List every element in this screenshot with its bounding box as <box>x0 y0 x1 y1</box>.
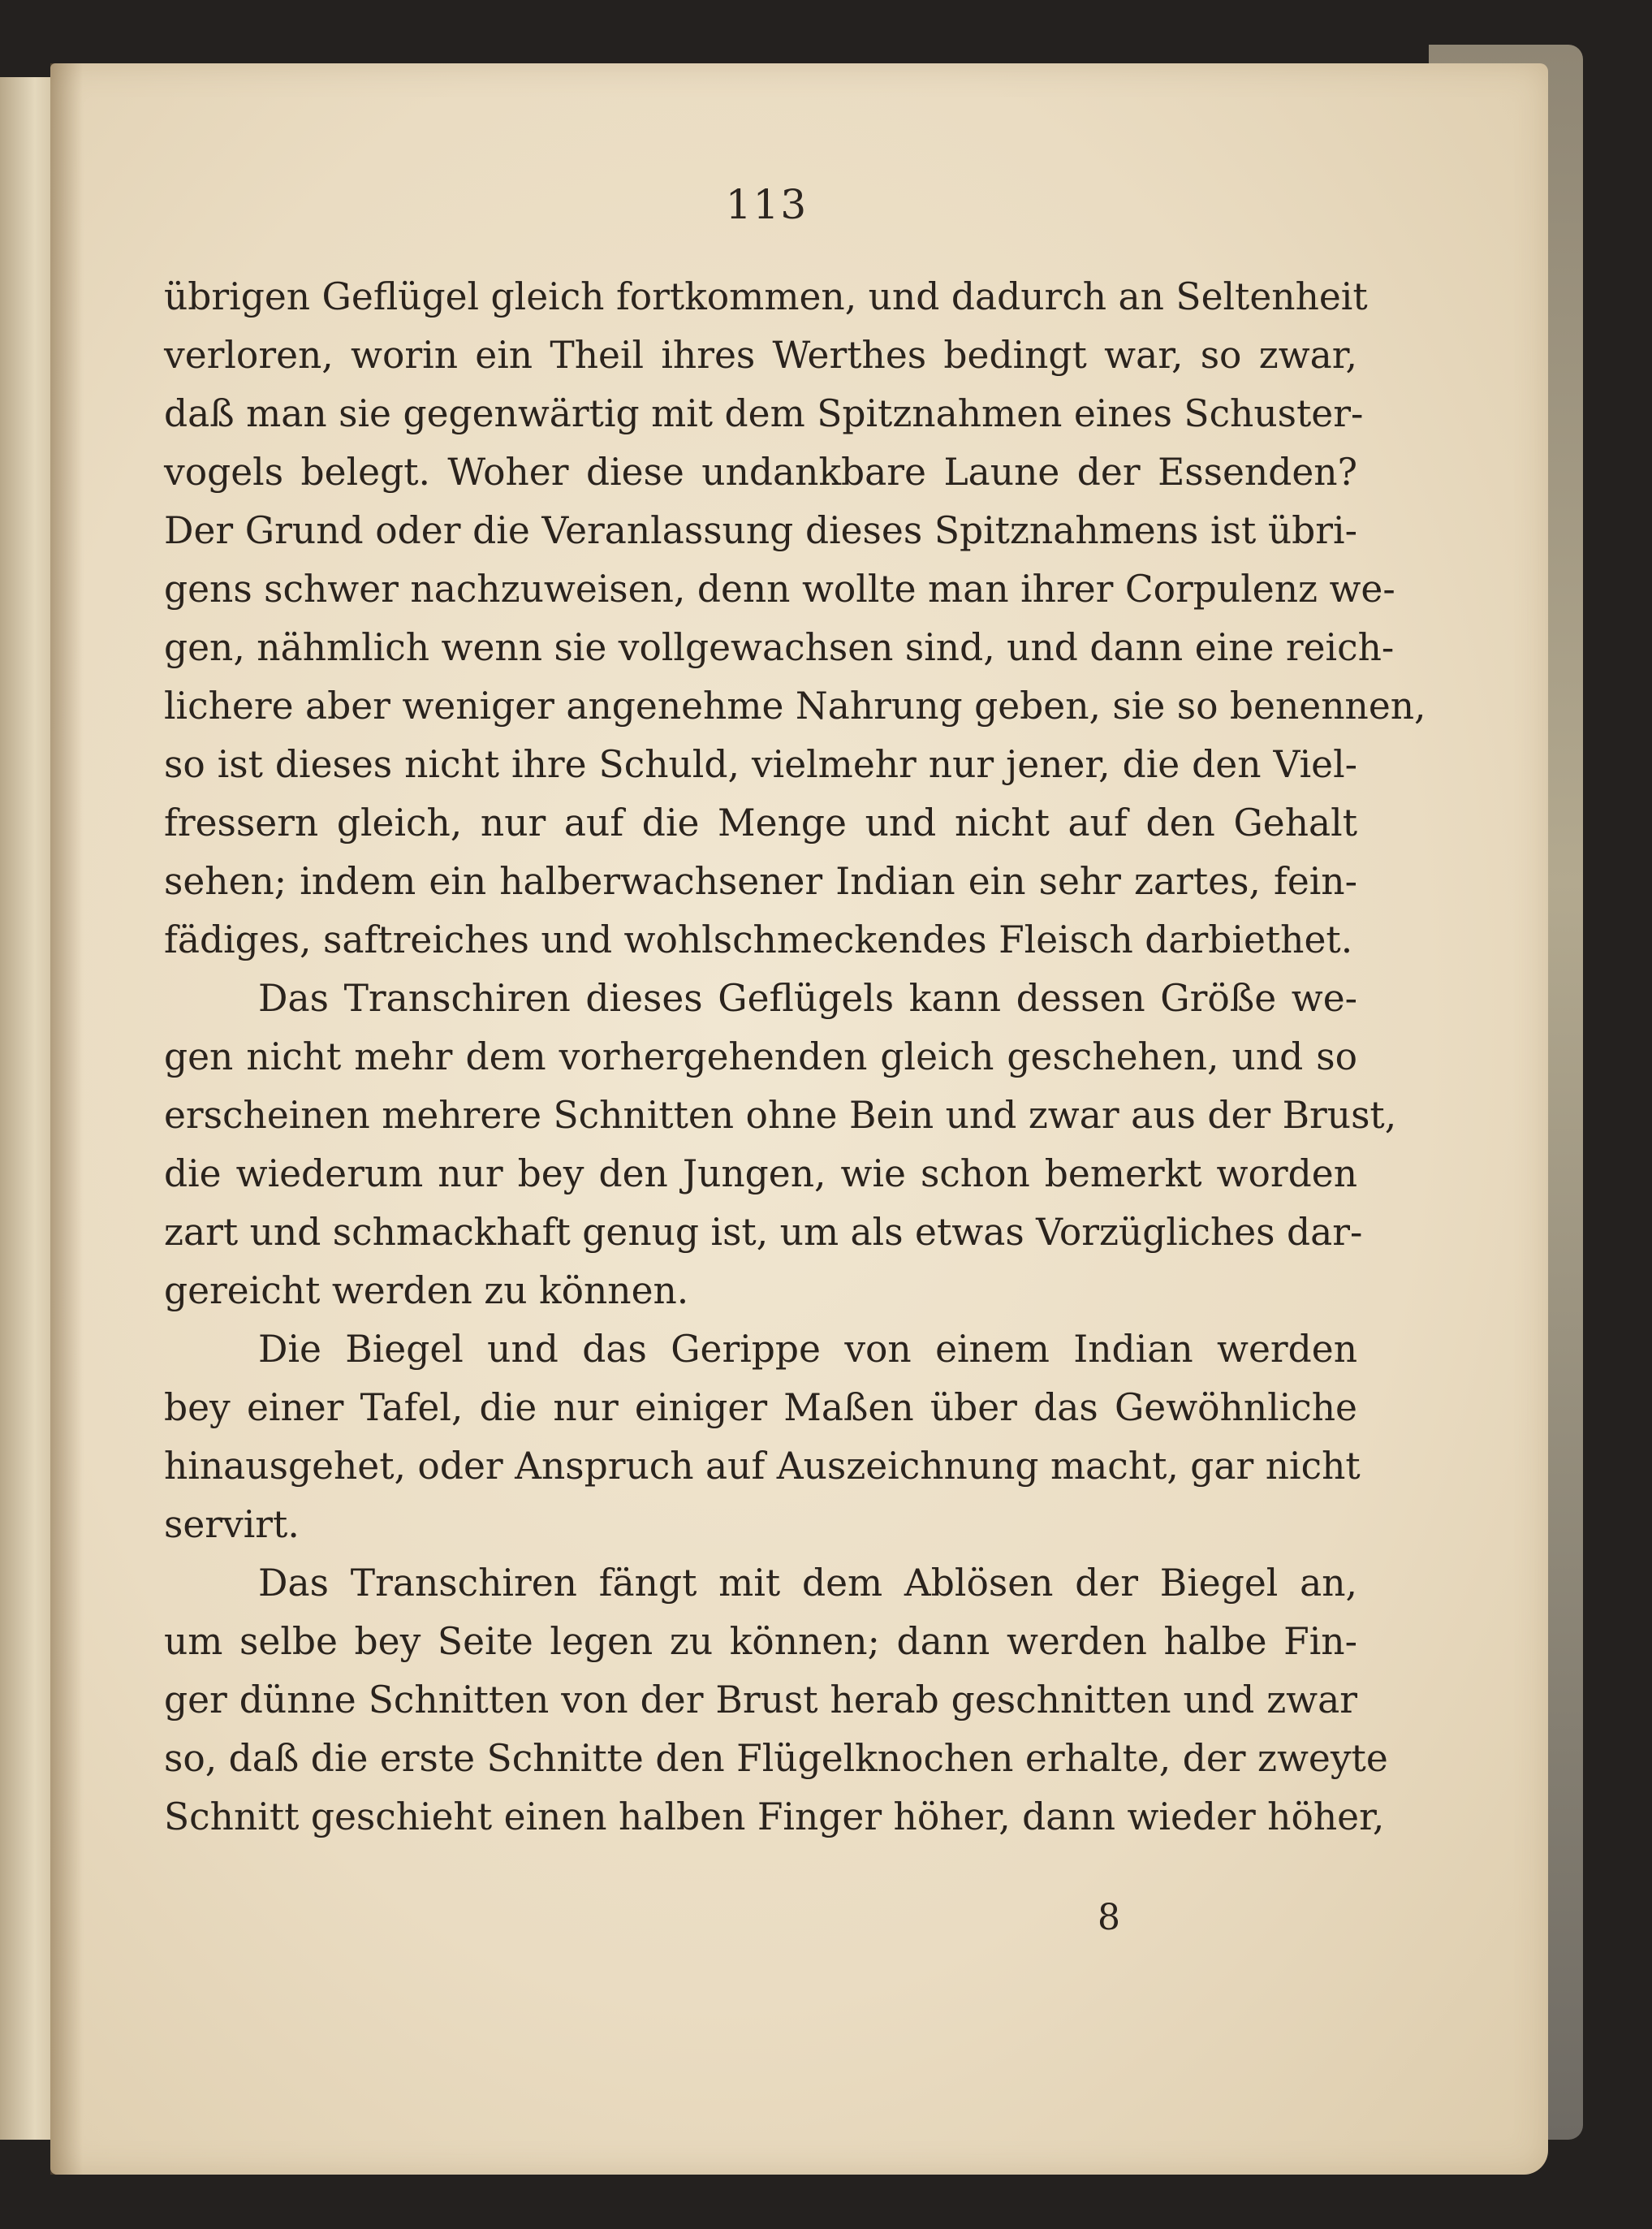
text-line: die wiederum nur bey den Jungen, wie schon bemerkt worden <box>164 1152 1357 1195</box>
signature-mark: 8 <box>1098 1897 1120 1938</box>
book-page <box>50 63 1548 2175</box>
body-text <box>164 268 1426 1847</box>
text-line: übrigen Geflügel gleich fortkommen, und dadurch an Seltenheit <box>164 275 1368 318</box>
text-line: Das Transchiren dieses Geflügels kann dessen Größe we- <box>258 977 1357 1020</box>
page-gutter-shadow <box>50 63 83 2175</box>
page-number: 113 <box>725 181 809 228</box>
text-line: gereicht werden zu können. <box>164 1269 689 1312</box>
text-line: Der Grund oder die Veranlassung dieses Spitznahmens ist übri- <box>164 509 1357 552</box>
text-line: verloren, worin ein Theil ihres Werthes bedingt war, so zwar, <box>164 334 1357 377</box>
text-line: um selbe bey Seite legen zu können; dann werden halbe Fin- <box>164 1620 1357 1663</box>
text-line: gen nicht mehr dem vorhergehenden gleich geschehen, und so <box>164 1035 1357 1078</box>
text-line: so ist dieses nicht ihre Schuld, vielmehr nur jener, die den Viel- <box>164 743 1357 786</box>
text-line: so, daß die erste Schnitte den Flügelknochen erhalte, der zweyte <box>164 1737 1388 1780</box>
text-line: gens schwer nachzuweisen, denn wollte man ihrer Corpulenz we- <box>164 568 1395 611</box>
text-line: fädiges, saftreiches und wohlschmeckendes Fleisch darbiethet. <box>164 918 1353 961</box>
text-line: hinausgehet, oder Anspruch auf Auszeichnung macht, gar nicht <box>164 1445 1361 1488</box>
text-line: Die Biegel und das Gerippe von einem Indian werden <box>258 1328 1357 1371</box>
text-line: ger dünne Schnitten von der Brust herab geschnitten und zwar <box>164 1678 1357 1721</box>
text-line: gen, nähmlich wenn sie vollgewachsen sind, und dann eine reich- <box>164 626 1395 669</box>
text-line: Schnitt geschieht einen halben Finger höher, dann wieder höher, <box>164 1795 1385 1838</box>
text-line: erscheinen mehrere Schnitten ohne Bein und zwar aus der Brust, <box>164 1094 1397 1137</box>
text-line: lichere aber weniger angenehme Nahrung geben, sie so benennen, <box>164 685 1426 728</box>
text-line: Das Transchiren fängt mit dem Ablösen der Biegel an, <box>258 1562 1357 1605</box>
text-line: daß man sie gegenwärtig mit dem Spitznahmen eines Schuster- <box>164 392 1364 435</box>
text-line: fressern gleich, nur auf die Menge und nicht auf den Gehalt <box>164 801 1357 845</box>
text-line: servirt. <box>164 1503 300 1546</box>
text-line: vogels belegt. Woher diese undankbare Laune der Essenden? <box>164 451 1357 494</box>
text-line: bey einer Tafel, die nur einiger Maßen über das Gewöhnliche <box>164 1386 1357 1429</box>
text-line: zart und schmackhaft genug ist, um als etwas Vorzügliches dar- <box>164 1211 1363 1254</box>
text-line: sehen; indem ein halberwachsener Indian ein sehr zartes, fein- <box>164 860 1357 903</box>
